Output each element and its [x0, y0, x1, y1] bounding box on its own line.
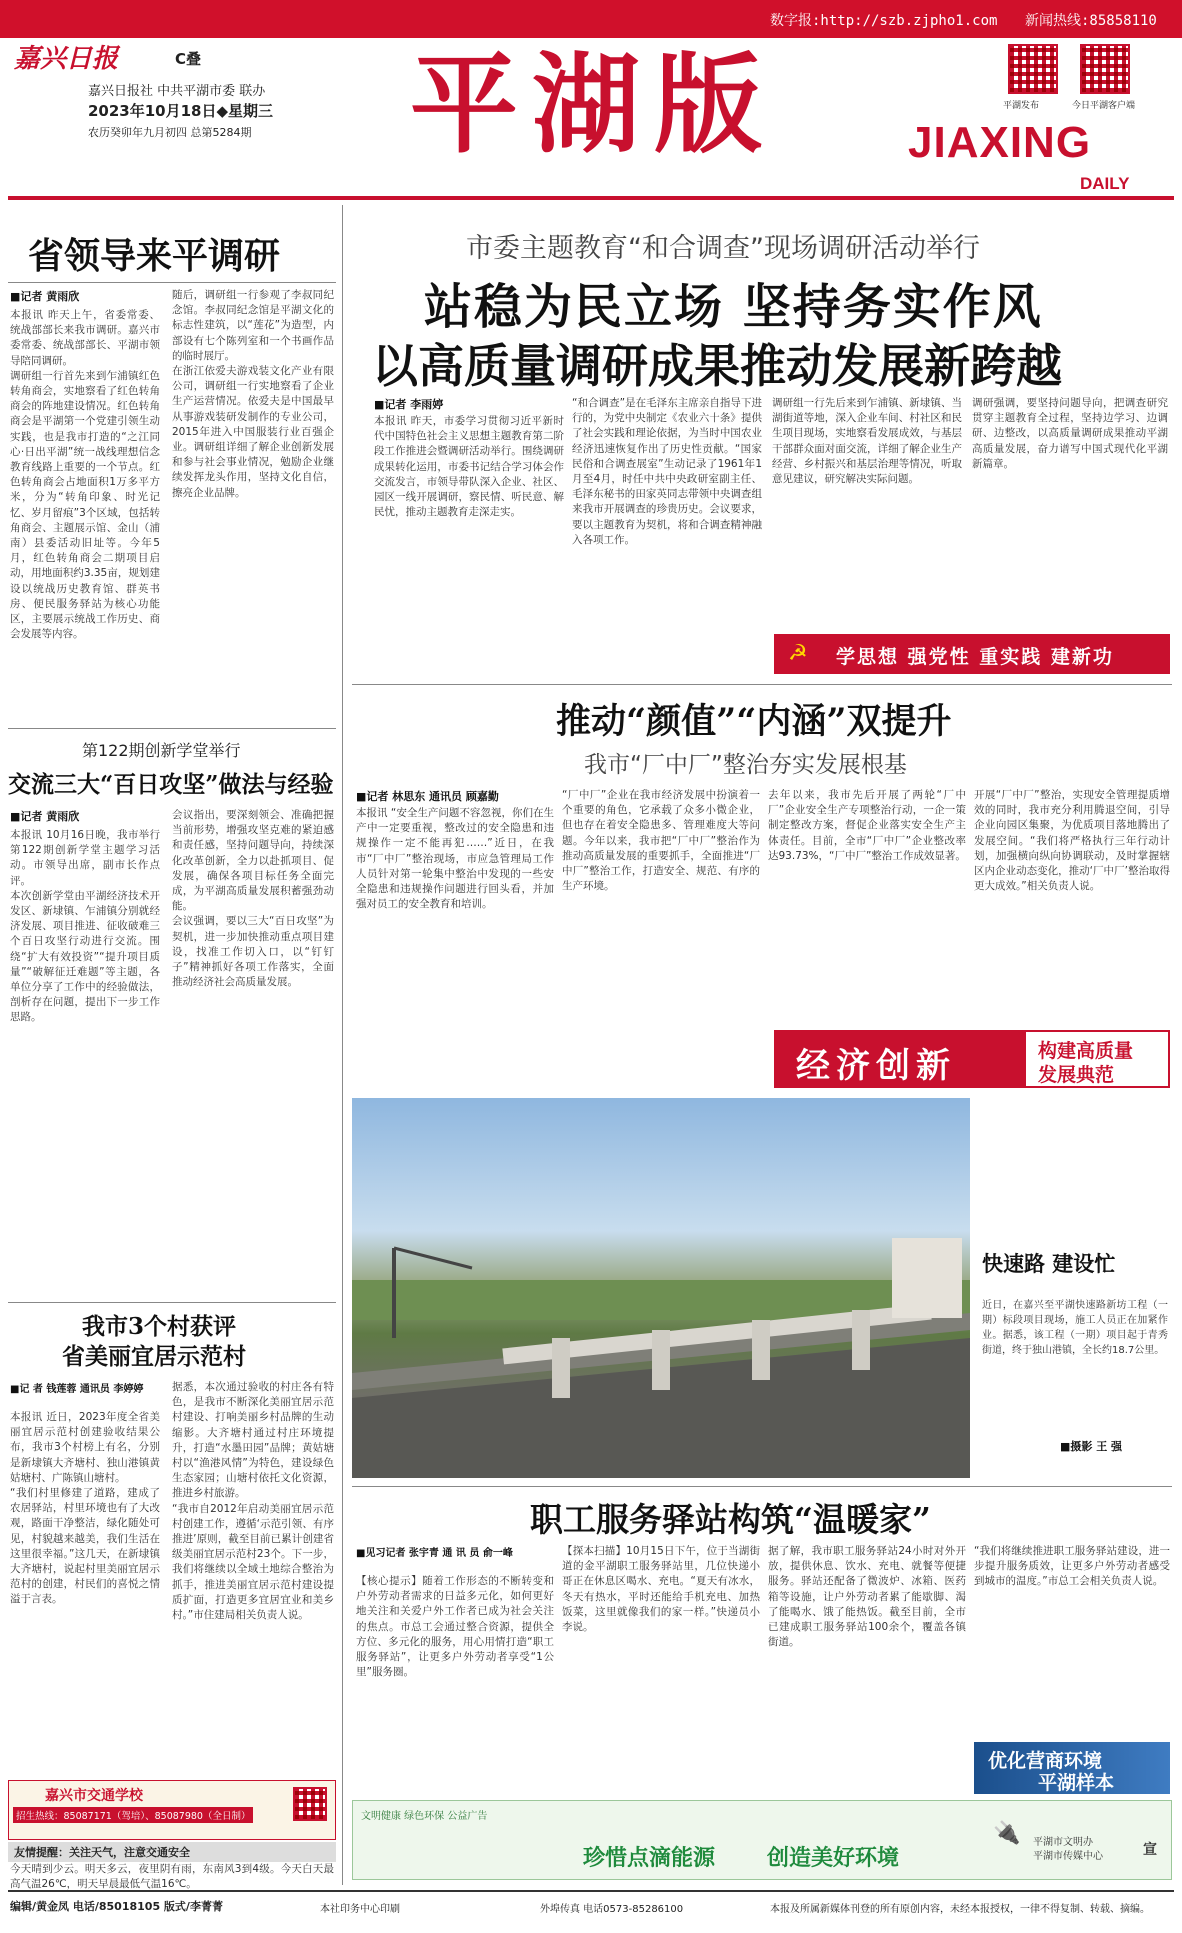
paragraph: “我市自2012年启动美丽宜居示范村创建工作，遵循‘示范引领、有序推进’原则，截至目前已累计创建省级美丽宜居示范村23个。下一步，我们将继续以全域土地综合整治为抓手，推进美丽宜居示范村建设提质扩面，打造更多宜居宜业和美乡村。”市住建局相关负责人说。	[172, 1502, 334, 1622]
edition-title: 平湖版	[410, 42, 777, 168]
mid-col1	[356, 806, 554, 1092]
paragraph: 本次创新学堂由平湖经济技术开发区、新埭镇、乍浦镇分别就经济发展、项目推进、征收破难三个百日攻坚行动进行交流。围绕“扩大有效投资”“提升项目质量”“破解征迁难题”等主题，各单位分享了工作中的经验做法，剖析存在问题，提出下一步工作思路。	[10, 889, 160, 1024]
traffic-reminder: 友情提醒：关注天气，注意交通安全	[8, 1842, 336, 1862]
paragraph: “厂中厂”企业在我市经济发展中扮演着一个重要的角色，它承载了众多小微企业，但也存在着安全隐患多、管理难度大等问题。今年以来，我市把“厂中厂”整治作为推动高质量发展的重要抓手，全面推进“厂中厂”整治工作，打造安全、规范、有序的生产环境。	[562, 789, 760, 893]
school-ad[interactable]	[8, 1780, 336, 1840]
lead-col2	[572, 396, 762, 668]
paragraph: 开展“厂中厂”整治，实现安全管理提质增效的同时，我市充分利用腾退空间，引导企业向园区集聚，为优质项目落地腾出了发展空间。“我们将严格执行三年行动计划，加强横向纵向协调联动，及时掌握辖区内企业动态变化，推动‘厂中厂’整治取得更大成效。”相关负责人说。	[974, 789, 1170, 893]
lead-kicker: 市委主题教育“和合调查”现场调研活动举行	[466, 233, 980, 264]
hotline: 新闻热线:85858110	[1025, 13, 1157, 29]
paragraph: 会议指出，要深刻领会、准确把握当前形势，增强攻坚克难的紧迫感和责任感，坚持问题导向，持续深化改革创新，全力以赴抓项目、促发展，确保各项目标任务全面完成，为平湖高质量发展积蓄强劲动能。	[172, 809, 334, 913]
divider	[8, 1302, 336, 1303]
psa-tags: 文明健康 绿色环保 公益广告	[361, 1811, 488, 1822]
psa-org3: 宣	[1143, 1842, 1157, 1858]
qr-code-2[interactable]	[1080, 44, 1130, 94]
left-story3-byline: ■记 者 钱莲蓉 通讯员 李婷婷	[10, 1384, 144, 1395]
bottom-col4	[974, 1544, 1170, 1744]
lead-col4	[972, 396, 1168, 630]
left-story3-col2	[172, 1380, 334, 1778]
site-url[interactable]: 数字报:http://szb.zjpho1.com	[770, 13, 998, 29]
economy-banner-side1: 构建高质量	[1038, 1040, 1134, 1062]
bottom-col1	[356, 1574, 554, 1792]
qr2-label: 今日平湖客户端	[1072, 101, 1136, 111]
mid-col2	[562, 788, 760, 1092]
public-service-ad	[352, 1800, 1172, 1880]
qr-code-1[interactable]	[1008, 44, 1058, 94]
divider	[352, 684, 1172, 685]
mid-story-byline: ■记者 林思东 通讯员 顾嘉勤	[356, 790, 499, 803]
paragraph: 据悉，本次通过验收的村庄各有特色，是我市不断深化美丽宜居示范村建设、打响美丽乡村品牌的生动缩影。大齐塘村通过村庄环境提升，打造“水墨田园”品牌；黄姑塘村以“渔港风情”为特色，建设绿色生态家园；山塘村依托文化资源，推进乡村旅游。	[172, 1381, 334, 1500]
mid-col3	[768, 788, 966, 1024]
left-story1-title: 省领导来平调研	[28, 235, 281, 277]
psa-slogan2: 创造美好环境	[767, 1846, 900, 1871]
paper-logo: 嘉兴日报	[14, 44, 119, 74]
bottom-col2	[562, 1544, 760, 1792]
lead-title-2: 以高质量调研成果推动发展新跨越	[372, 339, 1062, 393]
column-divider	[342, 205, 343, 1885]
paragraph: 调研组一行首先来到乍浦镇红色转角商会，实地察看了红色转角商会的阵地建设情况。红色转角商会是平湖第一个党建引领生动实践，也是我市打造的“之江同心·日出平湖”统一战线理想信念教育线路上重要的一个节点。红色转角商会占地面积1万多平方米，分为“转角印象、时光记忆、岁月留痕”3个区域，包括转角商会、主题展示馆、金山（浦南）县委活动旧址等。今年5月，红色转角商会二期项目启动，用地面积约3.35亩，规划建设以统战历史教育馆、群英书房、便民服务驿站为核心功能区，主要展示统战工作历史、商会发展等内容。	[10, 369, 160, 641]
left-story2-col2	[172, 808, 334, 1298]
paragraph: 本报讯 “安全生产问题不容忽视，你们在生产中一定要重视，整改过的安全隐患和违规操作一定不能再犯……”近日，在我市“厂中厂”整治现场，市应急管理局工作人员针对第一轮集中整治中发现的一些安全隐患和违规操作问题进行回头看，并加强对员工的安全教育和培训。	[356, 807, 554, 911]
org-line: 嘉兴日报社 中共平湖市委 联办	[88, 84, 266, 99]
paragraph: 调研组一行先后来到乍浦镇、新埭镇、当湖街道等地，深入企业车间、村社区和民生项目现场，实地察看发展成效，与基层干部群众面对面交流，详细了解企业生产经营、乡村振兴和基层治理等情况，听取意见建议，研究解决实际问题。	[772, 397, 962, 486]
left-story2-byline: ■记者 黄雨欣	[10, 810, 80, 823]
lead-title-1: 站稳为民立场 坚持务实作风	[424, 279, 1043, 335]
psa-slogan1: 珍惜点滴能源	[583, 1846, 716, 1871]
footer-editor: 编辑/黄金凤 电话/85018105 版式/李菁菁	[10, 1900, 223, 1913]
bottom-story-byline: ■见习记者 张宇青 通 讯 员 俞一峰	[356, 1548, 513, 1559]
promo-line2: 平湖样本	[1038, 1772, 1115, 1794]
ad-title: 嘉兴市交通学校	[45, 1788, 143, 1804]
mid-story-subtitle: 我市“厂中厂”整治夯实发展根基	[584, 752, 907, 778]
paragraph: 据了解，我市职工服务驿站24小时对外开放，提供休息、饮水、充电、就餐等便捷服务。驿站还配备了微波炉、冰箱、医药箱等设施，让户外劳动者累了能歇脚、渴了能喝水、饿了能热饭。截至目前，全市已建成职工服务驿站100余个，覆盖各镇街道。	[768, 1545, 966, 1649]
paragraph: 【核心提示】随着工作形态的不断转变和户外劳动者需求的日益多元化，如何更好地关注和关爱户外工作者已成为社会关注的焦点。市总工会通过整合资源，提供全方位、多元化的服务，用心用情打造“职工服务驿站”，让更多户外劳动者享受“1公里”服务圈。	[356, 1575, 554, 1679]
divider	[352, 1486, 1172, 1487]
ad-phone: 招生热线：85087171（驾培）、85087980（全日制）	[13, 1807, 253, 1823]
photo-drawing	[352, 1098, 970, 1478]
masthead-rule	[8, 196, 1174, 200]
left-story3-col1	[10, 1410, 160, 1778]
left-story1-col1	[10, 308, 160, 718]
business-promo[interactable]	[974, 1742, 1170, 1794]
party-banner-text: 学思想 强党性 重实践 建新功	[836, 646, 1114, 668]
paragraph: 本报讯 昨天上午，省委常委、统战部部长来我市调研。嘉兴市委常委、统战部部长、平湖市领导陪同调研。	[10, 309, 160, 367]
paragraph: 会议强调，要以三大“百日攻坚”为契机，进一步加快推动重点项目建设，找准工作切入口，以“钉钉子”精神抓好各项工作落实，全面推动经济社会高质量发展。	[172, 915, 334, 989]
divider	[8, 282, 336, 283]
footer-address: 外埠传真 电话0573-85286100	[540, 1904, 684, 1915]
paragraph: “和合调查”是在毛泽东主席亲自指导下进行的，为党中央制定《农业六十条》提供了社会实践和理论依据，为当时中国农业经济迅速恢复作出了历史性贡献。“国家民俗和合调查展室”生动记录了1961年1月至4月，时任中共中央政研室副主任、毛泽东秘书的田家英同志带领中央调查组来我市开展调查的珍贵历史。会议要求，要以主题教育为契机，将和合调查精神融入各项工作。	[572, 397, 762, 546]
construction-photo	[352, 1098, 970, 1478]
photo-credit: ■摄影 王 强	[1060, 1440, 1123, 1453]
brand-en: JIAXING	[908, 118, 1092, 167]
left-story2-title: 交流三大“百日攻坚”做法与经验	[8, 771, 334, 798]
lead-col1	[374, 414, 564, 668]
paragraph: 本报讯 昨天，市委学习贯彻习近平新时代中国特色社会主义思想主题教育第二阶段工作推进会暨调研活动举行。围绕调研成果转化运用，市委书记结合学习体会作交流发言，市领导带队深入企业、社区、园区一线开展调研，察民情、听民意、解民忧，推动主题教育走深走实。	[374, 415, 564, 519]
economy-banner	[774, 1030, 1170, 1088]
hammer-sickle-icon: ☭	[788, 641, 808, 666]
paragraph: 随后，调研组一行参观了李叔同纪念馆。李叔同纪念馆是平湖文化的标志性建筑，以“莲花”为造型，内部设有七个陈列室和一个书画作品的临时展厅。	[172, 289, 334, 362]
issue-date: 2023年10月18日◆星期三	[88, 102, 274, 120]
left-story2-kicker: 第122期创新学堂举行	[82, 741, 241, 760]
economy-banner-side2: 发展典范	[1038, 1064, 1115, 1086]
paragraph: 去年以来，我市先后开展了两轮“厂中厂”企业安全生产专项整治行动，一企一策制定整改方案，督促企业落实安全生产主体责任。目前，全市“厂中厂”企业整改率达93.73%，“厂中厂”整治工作成效显著。	[768, 789, 966, 862]
footer-notice: 本报及所属新媒体刊登的所有原创内容，未经本报授权，一律不得复制、转载、摘编。	[770, 1904, 1150, 1915]
paragraph: “我们将继续推进职工服务驿站建设，进一步提升服务质效，让更多户外劳动者感受到城市的温度。”市总工会相关负责人说。	[974, 1545, 1170, 1588]
bottom-story-title: 职工服务驿站构筑“温暖家”	[530, 1500, 931, 1539]
ad-qr-code[interactable]	[293, 1787, 327, 1821]
bottom-col3	[768, 1544, 966, 1792]
left-story2-col1	[10, 828, 160, 1298]
lunar-date: 农历癸卯年九月初四 总第5284期	[88, 126, 252, 139]
photo-caption-body: 近日，在嘉兴至平湖快速路新坊工程（一期）标段项目现场，施工人员正在加紧作业。据悉，该工程（一期）项目起于青秀街道，终于独山港镇，全长约18.7公里。	[982, 1300, 1168, 1356]
party-banner	[774, 634, 1170, 674]
left-story3-title-2: 省美丽宜居示范村	[62, 1343, 246, 1370]
qr1-label: 平湖发布	[1003, 101, 1040, 111]
paragraph: 本报讯 10月16日晚，我市举行第122期创新学堂主题学习活动。市领导出席，副市长作点评。	[10, 829, 160, 887]
psa-org1: 平湖市文明办	[1033, 1837, 1093, 1848]
promo-line1: 优化营商环境	[988, 1750, 1103, 1772]
paragraph: 本报讯 近日，2023年度全省美丽宜居示范村创建验收结果公布，我市3个村榜上有名，分别是新埭镇大齐塘村、独山港镇黄姑塘村、广陈镇山塘村。	[10, 1411, 160, 1484]
paragraph: 调研强调，要坚持问题导向，把调查研究贯穿主题教育全过程，坚持边学习、边调研、边整改，以高质量调研成果推动平湖高质量发展，奋力谱写中国式现代化平湖新篇章。	[972, 397, 1168, 470]
left-story3-title-1: 我市3个村获评	[82, 1313, 237, 1340]
paragraph: “我们村里修建了道路，建成了农居驿站，村里环境也有了大改观，路面干净整洁，绿化随处可见，村貌越来越美，我们生活在这里很幸福。”这几天，在新埭镇大齐塘村，说起村里美丽宜居示范村的创建，村民们的喜悦之情溢于言表。	[10, 1487, 160, 1606]
plug-icon: 🔌	[993, 1821, 1021, 1846]
edition-code: C叠	[175, 50, 202, 68]
divider	[8, 728, 336, 729]
mid-story-title: 推动“颜值”“内涵”双提升	[556, 701, 952, 742]
psa-org2: 平湖市传媒中心	[1033, 1851, 1103, 1862]
brand-en-sub: DAILY	[1080, 174, 1130, 193]
paragraph: 【探本扫描】10月15日下午，位于当湖街道的金平湖职工服务驿站里，几位快递小哥正在休息区喝水、充电。“夏天有冰水，冬天有热水，平时还能给手机充电、加热饭菜，这里就像我们的家一样。”快递员小李说。	[562, 1545, 760, 1634]
footer-print: 本社印务中心印刷	[320, 1904, 400, 1915]
mid-col4	[974, 788, 1170, 1024]
footer-rule	[8, 1890, 1174, 1892]
economy-banner-main: 经济创新	[796, 1046, 956, 1086]
lead-byline: ■记者 李雨婷	[374, 398, 444, 411]
paragraph: 在浙江依爱夫游戏装文化产业有限公司，调研组一行实地察看了企业生产运营情况。依爱夫是中国最早从事游戏装研发制作的专业公司，2015年进入中国服装行业百强企业。调研组详细了解企业创新发展和参与社会事业情况，勉励企业继续发挥龙头作用，坚持文化自信，擦亮企业品牌。	[172, 365, 334, 499]
top-bar	[0, 0, 1182, 38]
photo-caption-title: 快速路 建设忙	[982, 1251, 1116, 1276]
lead-col3	[772, 396, 962, 630]
left-story1-byline: ■记者 黄雨欣	[10, 290, 80, 303]
left-story1-col2	[172, 288, 334, 718]
weather: 今天晴到少云。明天多云，夜里阴有雨，东南风3到4级。今天白天最高气温26℃，明天早晨最低气温16℃。	[10, 1863, 334, 1891]
